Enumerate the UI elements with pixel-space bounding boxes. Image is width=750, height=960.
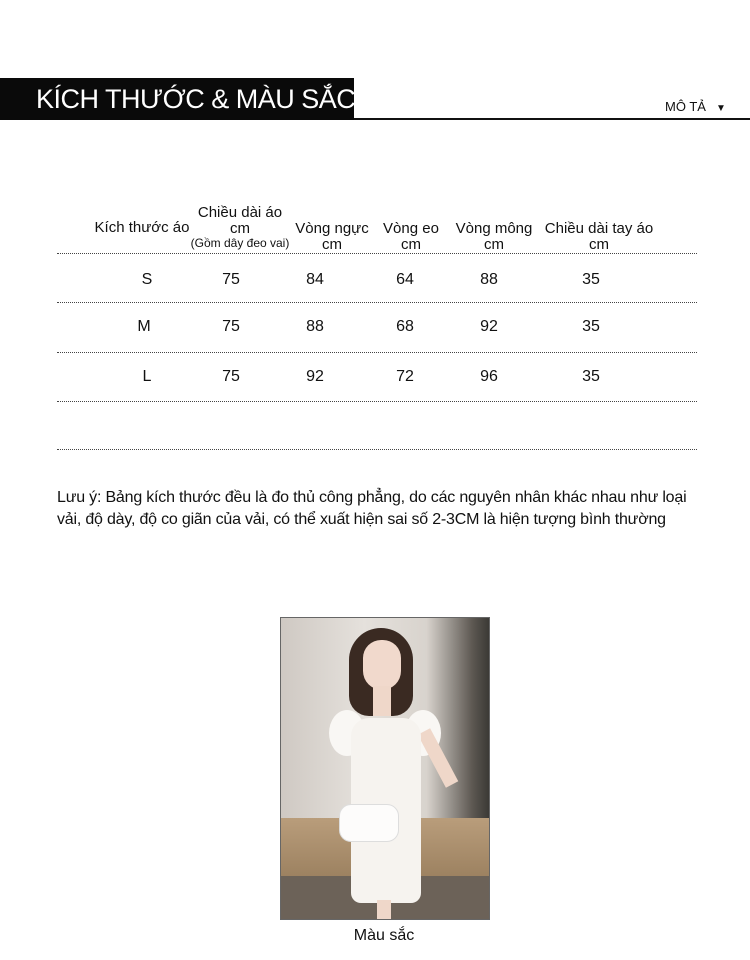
header-sleeve-unit: cm (589, 236, 609, 253)
header-waist: Vòng eo (383, 220, 439, 237)
header-length: Chiều dài áo (197, 204, 283, 221)
header-divider (354, 118, 750, 120)
table-cell: M (137, 318, 151, 335)
header-sleeve: Chiều dài tay áo (544, 220, 654, 237)
header-length-note: (Gồm dây đeo vai) (190, 236, 290, 250)
table-divider (57, 302, 697, 303)
table-cell: 96 (480, 368, 498, 385)
product-photo (280, 617, 490, 920)
table-cell: L (142, 368, 152, 385)
header-hip-unit: cm (484, 236, 504, 253)
table-cell: 92 (480, 318, 498, 335)
table-cell: 88 (306, 318, 324, 335)
size-note: Lưu ý: Bảng kích thước đều là đo thủ công phẳng, do các nguyên nhân khác nhau như loại vải, độ dày, độ co giãn của vải, có thể xuất hiện sai số 2-3CM là hiện tượng bình thường (57, 489, 687, 528)
table-cell: 84 (306, 271, 324, 288)
table-cell: 88 (480, 271, 498, 288)
caret-down-icon: ▼ (715, 103, 726, 114)
header-chest-unit: cm (322, 236, 342, 253)
header-size: Kích thước áo (94, 219, 190, 236)
description-label: MÔ TẢ (665, 99, 706, 114)
table-cell: 35 (582, 368, 600, 385)
table-cell: 35 (582, 318, 600, 335)
table-cell: 75 (222, 271, 240, 288)
table-cell: 68 (396, 318, 414, 335)
table-cell: 35 (582, 271, 600, 288)
table-divider (57, 352, 697, 353)
header-waist-unit: cm (401, 236, 421, 253)
table-cell: 72 (396, 368, 414, 385)
table-divider (57, 449, 697, 450)
photo-caption: Màu sắc (353, 927, 415, 944)
header-length-unit: cm (230, 220, 250, 237)
section-title: KÍCH THƯỚC & MÀU SẮC (36, 84, 356, 114)
table-divider (57, 253, 697, 254)
header-chest: Vòng ngực (295, 220, 369, 237)
table-cell: 64 (396, 271, 414, 288)
table-cell: S (141, 271, 153, 288)
table-cell: 75 (222, 368, 240, 385)
table-divider (57, 401, 697, 402)
header-hip: Vòng mông (455, 220, 533, 237)
table-cell: 92 (306, 368, 324, 385)
description-dropdown[interactable] (665, 99, 726, 114)
table-cell: 75 (222, 318, 240, 335)
